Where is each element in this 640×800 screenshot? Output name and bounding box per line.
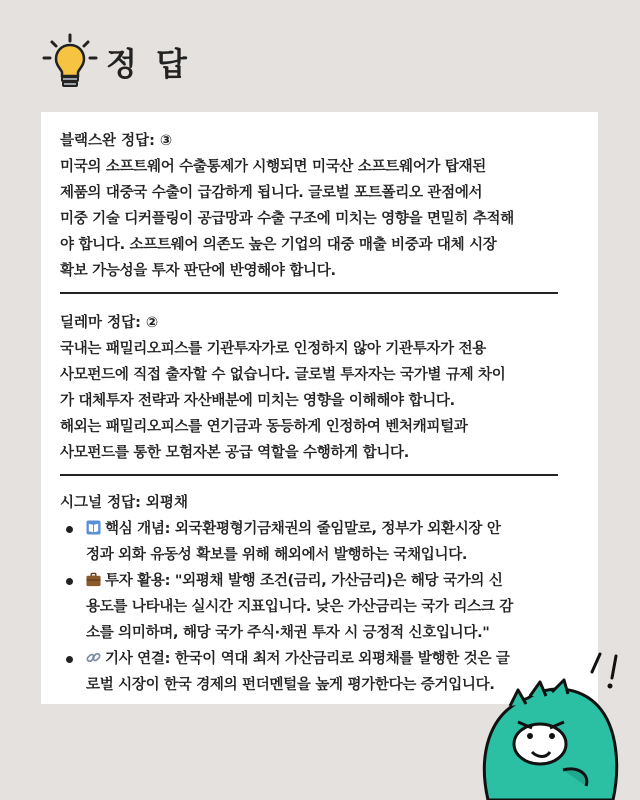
section-heading: 시그널 정답: 외평채 [60, 495, 188, 511]
answer-card [41, 112, 598, 704]
section-line: 국내는 패밀리오피스를 기관투자가로 인정하지 않아 기관투자가 전용 [60, 341, 486, 357]
bullet-text: 핵심 개념: 외국환평형기금채권의 줄임말로, 정부가 외환시장 안 [105, 521, 501, 537]
section-line: 미중 기술 디커플링이 공급망과 수출 구조에 미치는 영향을 면밀히 추적해 [60, 211, 514, 227]
bullet-text: 로벌 시장이 한국 경제의 펀더멘털을 높게 평가한다는 증거입니다. [86, 677, 495, 693]
section-line: 제품의 대중국 수출이 급감하게 됩니다. 글로벌 포트폴리오 관점에서 [60, 185, 483, 201]
divider [60, 474, 558, 476]
section-line: 확보 가능성을 투자 판단에 반영해야 합니다. [60, 263, 336, 279]
bullet-text: 기사 연결: 한국이 역대 최저 가산금리로 외평채를 발행한 것은 글 [105, 651, 510, 667]
section-line: 해외는 패밀리오피스를 연기금과 동등하게 인정하여 벤처캐피털과 [60, 419, 468, 435]
bullet-text: 정과 외화 유동성 확보를 위해 해외에서 발행하는 국채입니다. [86, 547, 468, 563]
section-heading: 딜레마 정답: ② [60, 315, 159, 331]
dilemma-section [60, 310, 580, 466]
lightbulb-icon [40, 32, 100, 92]
dinosaur-mascot-icon [468, 636, 640, 800]
bullet-text: 소를 의미하며, 해당 국가 주식·채권 투자 시 긍정적 신호입니다." [86, 625, 490, 641]
divider [60, 292, 558, 294]
section-line: 가 대체투자 전략과 자산배분에 미치는 영향을 이해해야 합니다. [60, 393, 455, 409]
link-icon [86, 650, 101, 665]
section-line: 사모펀드를 통한 모험자본 공급 역할을 수행하게 합니다. [60, 445, 409, 461]
bullet-text: 용도를 나타내는 실시간 지표입니다. 낮은 가산금리는 국가 리스크 감 [86, 599, 513, 615]
section-line: 사모펀드에 직접 출자할 수 없습니다. 글로벌 투자자는 국가별 규제 차이 [60, 367, 506, 383]
list-item [60, 516, 580, 568]
bullet-dot [66, 656, 73, 663]
bullet-text: 투자 활용: "외평채 발행 조건(금리, 가산금리)은 해당 국가의 신 [105, 573, 503, 589]
section-heading: 블랙스완 정답: ③ [60, 133, 173, 149]
bullet-dot [66, 526, 73, 533]
section-line: 야 합니다. 소프트웨어 의존도 높은 기업의 대중 매출 비중과 대체 시장 [60, 237, 497, 253]
black-swan-section [60, 128, 580, 284]
list-item [60, 568, 580, 646]
page-header [40, 32, 191, 92]
page-title: 정 답 [106, 45, 191, 83]
book-icon [86, 520, 101, 535]
briefcase-icon [86, 572, 101, 587]
section-line: 미국의 소프트웨어 수출통제가 시행되면 미국산 소프트웨어가 탑재된 [60, 159, 486, 175]
bullet-dot [66, 578, 73, 585]
